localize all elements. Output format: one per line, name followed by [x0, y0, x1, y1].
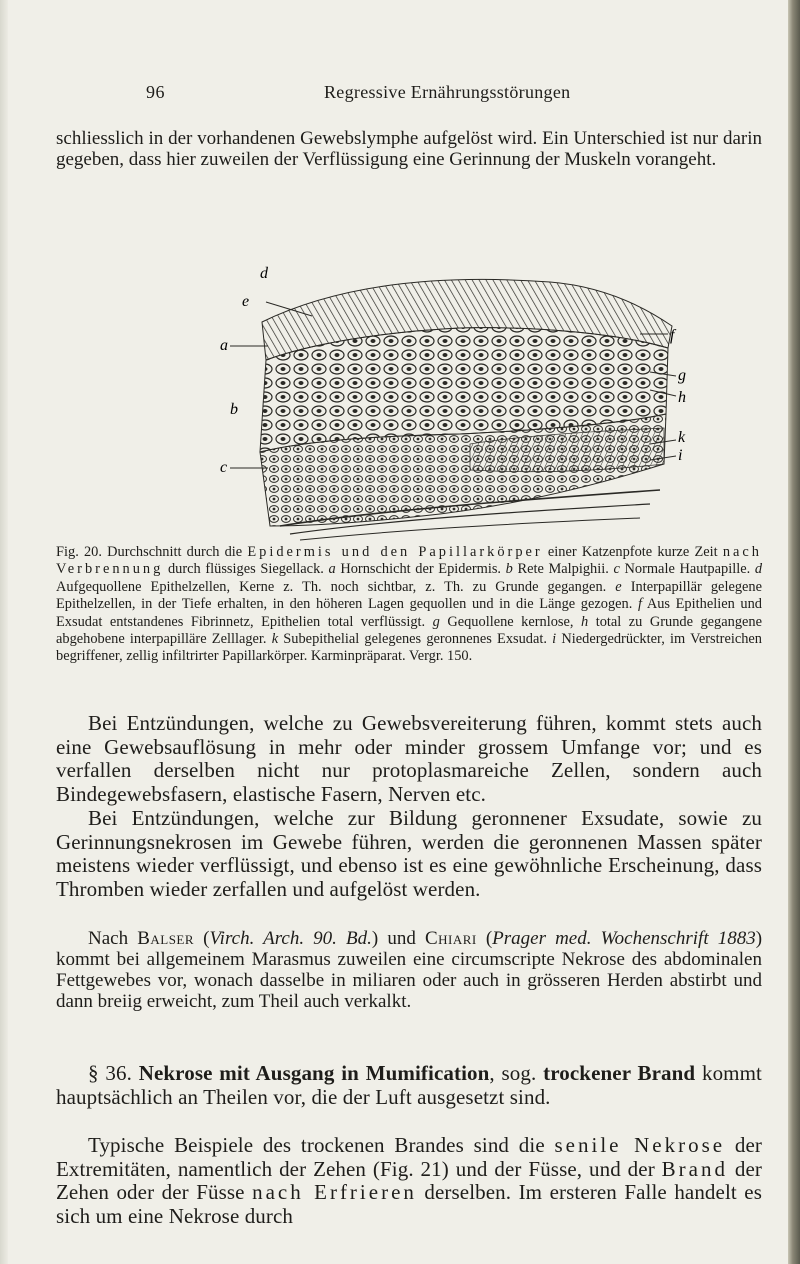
paragraph-inflammation-2: Bei Entzündungen, welche zur Bildung geronnener Exsudate, sowie zu Gerinnungsnekrosen im Gewebe führen, werden die geronnenen Massen später meistens wieder verflüssigt, und ebenso ist es eine gewöhnliche Erscheinung, dass Thromben wieder zerfallen und aufgelöst werden. — [56, 806, 762, 901]
section-title: Nekrose mit Ausgang in Mumification — [138, 1061, 490, 1085]
section-36-heading: § 36. Nekrose mit Ausgang in Mumification, sog. trockener Brand kommt hauptsächlich an Theilen vor, die der Luft ausgesetzt sind. — [56, 1061, 762, 1109]
caption-emphasis-burn: nach Verbrennung — [56, 544, 762, 578]
label-d: d — [260, 265, 268, 282]
label-c: c — [220, 459, 228, 476]
author-chiari: Chiari — [424, 928, 477, 949]
reference-prager: Prager med. Wochenschrift 1883 — [492, 928, 756, 949]
label-h: h — [678, 389, 686, 406]
emphasis-frostbite: nach Erfrieren — [252, 1180, 417, 1204]
label-a: a — [220, 337, 228, 354]
emphasis-brand: Brand — [661, 1156, 728, 1181]
page-header — [146, 82, 686, 106]
caption-emphasis-epidermis: Epidermis und den Papillarkörper — [247, 544, 543, 560]
page-number: 96 — [146, 82, 165, 102]
figure-caption: Fig. 20. Durchschnitt durch die Epidermis und den Papillarkörper einer Katzenpfote kurze Zeit nach Verbrennung durch flüssiges Siegellack. a Hornschicht der Epidermis. b Rete Malpighii. c Normale Hautpapille. d Aufgequollene Epithelzellen, Kerne z. Th. noch sichtbar, z. Th. zu Grunde gegangen. e Interpapillär gelegene Epithelzellen, in der Tiefe erhalten, in den höheren Lagen gequollen und in die Länge gezogen. f Aus Epithelien und Exsudat entstandenes Fibrinnetz, Epithelien total verflüssigt. g Gequollene kernlose, h total zu Grunde gegangene abgehobene interpapilläre Zelllager. k Subepithelial gelegenes geronnenes Exsudat. i Niedergedrückter, im Verstreichen begriffener, zellig infiltrirter Papillarkörper. Karminpräparat. Vergr. 150. — [56, 544, 763, 665]
paragraph-examples: Typische Beispiele des trockenen Brandes sind die senile Nekrose der Extremitäten, namentlich der Zehen (Fig. 21) und der Füsse, und der Brand der Zehen oder der Füsse nach Erfrieren derselben. Im ersteren Falle handelt es sich um eine Nekrose durch — [56, 1133, 763, 1228]
reference-virchow: Virch. Arch. 90. Bd. — [209, 928, 372, 949]
label-e: e — [242, 293, 250, 310]
paragraph-inflammation-1: Bei Entzündungen, welche zu Gewebsvereiterung führen, kommt stets auch eine Gewebsauflösung in mehr oder minder grossem Umfange vor; und es verfallen derselben nicht nur protoplasmareiche Zellen, sondern auch Bindegewebsfasern, elastische Fasern, Nerven etc. — [56, 711, 762, 806]
label-b: b — [230, 401, 238, 418]
label-g: g — [678, 367, 686, 384]
label-i: i — [678, 447, 683, 464]
section-number: § 36. — [88, 1061, 132, 1085]
histology-figure — [220, 264, 698, 544]
page-edge-left — [0, 0, 8, 1264]
running-title: Regressive Ernährungsstörungen — [324, 82, 571, 102]
page-edge-right — [788, 0, 800, 1264]
figure-number: Fig. 20. — [56, 544, 102, 560]
author-balser: Balser — [137, 928, 195, 949]
emphasis-senile-necrosis: senile Nekrose — [554, 1133, 726, 1157]
section-term: trockener Brand — [543, 1061, 696, 1085]
label-f: f — [670, 327, 675, 344]
label-k: k — [678, 429, 686, 446]
paragraph-balser-chiari: Nach Balser (Virch. Arch. 90. Bd.) und Chiari (Prager med. Wochenschrift 1883) kommt bei allgemeinem Marasmus zuweilen eine circumscripte Nekrose des abdominalen Fettgewebes vor, wonach dasselbe in miliaren oder auch in grösseren Herden abstirbt und dann breiig erweicht, zum Theil auch verkalkt. — [56, 928, 763, 1012]
intro-paragraph: schliesslich in der vorhandenen Gewebslymphe aufgelöst wird. Ein Unterschied ist nur darin gegeben, dass hier zuweilen der Verflüssigung eine Gerinnung der Muskeln vorangeht. — [56, 128, 762, 170]
